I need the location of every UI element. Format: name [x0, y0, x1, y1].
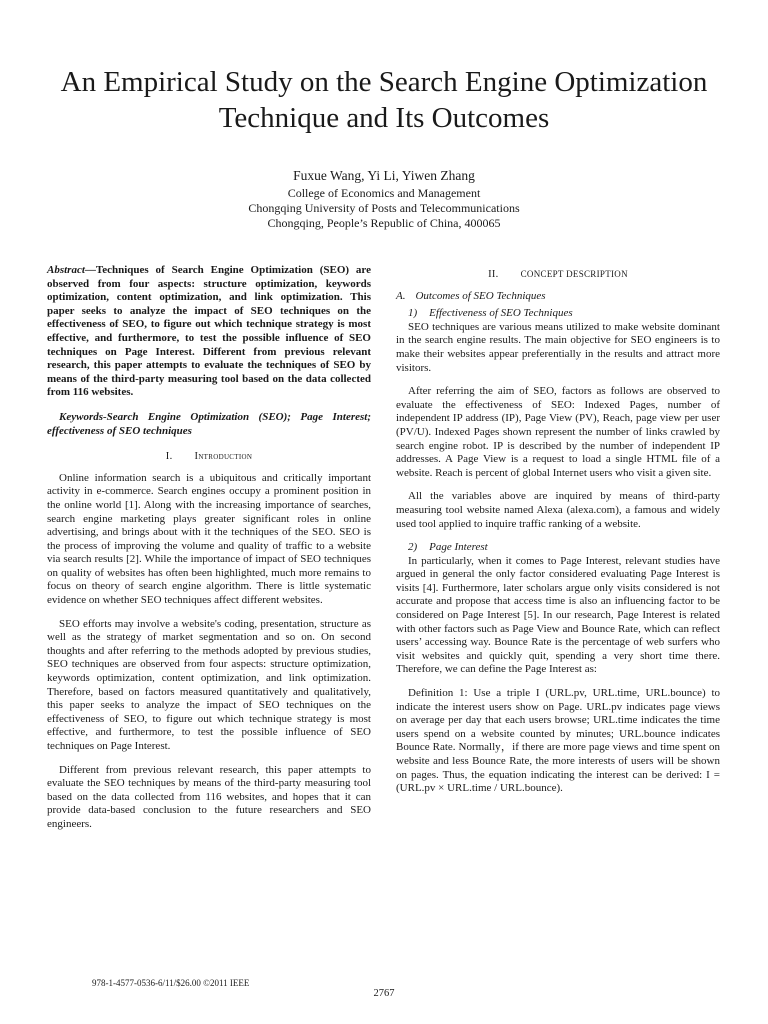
- right-column: [396, 264, 720, 806]
- affiliation-line: Chongqing, People’s Republic of China, 400065: [267, 216, 501, 230]
- subsubsection-heading: [408, 541, 720, 555]
- subsubsection-number: 1): [408, 307, 418, 320]
- subsection-heading: [396, 290, 720, 304]
- subsubsection-number: 2): [408, 541, 418, 554]
- author-affiliation: [0, 186, 768, 231]
- section-title: Introduction: [194, 451, 253, 463]
- paragraph: Different from previous relevant research, this paper attempts to evaluate the SEO techniques by means of the third-party measuring tool based on the data collected from 116 websites, and hopes that it can provide data-based conclusion to the future researchers and SEO engineers.: [47, 763, 371, 830]
- paragraph: Definition 1: Use a triple I (URL.pv, URL.time, URL.bounce) to indicate the interest users show on Page. URL.pv indicates page views on average per day that each users browse; URL.time indicates the time users spend on a website counted by minutes; URL.bounce indicates Bounce Rate. Normally，if there are more page views and time spent on website and less Bounce Rate, the more interests of users will be shown on pages. Thus, the equation indicating the interest can be derived: I = (URL.pv × URL.time / URL.bounce).: [396, 687, 720, 795]
- subsubsection-title: Page Interest: [429, 541, 488, 554]
- left-column: [47, 264, 371, 842]
- section-title: CONCEPT DESCRIPTION: [520, 269, 628, 279]
- affiliation-line: Chongqing University of Posts and Telecommunications: [248, 201, 520, 215]
- affiliation-line: College of Economics and Management: [287, 186, 481, 200]
- subsection-number: A.: [396, 289, 406, 302]
- abstract-text: —Techniques of Search Engine Optimization (SEO) are observed from four aspects: structure optimization, keywords optimization, content optimization, and link optimization. This paper seeks to analyze the impact of SEO techniques on the effectiveness of SEO, to figure out which technique strategy is most effective, and furthermore, to test the possible influence of SEO techniques on Page Interest. Different from previous relevant research, this paper attempts to evaluate the techniques of SEO by means of the third-party measuring tool based on the data collected from 116 websites.: [47, 264, 371, 399]
- copyright-notice: 978-1-4577-0536-6/11/$26.00 ©2011 IEEE: [92, 978, 250, 988]
- paragraph: SEO efforts may involve a website's coding, presentation, structure as well as the strategy of market segmentation and so on. On second thoughts and after referring to the methods adopted by previous studies, SEO techniques are observed from four aspects: structure optimization, keywords optimization, content optimization, and link optimization. Therefore, based on factors measured quantitatively and qualitatively, this paper seeks to analyze the impact of SEO techniques on the effectiveness of SEO, to figure out which technique strategy is most effective, and furthermore, to test the possible influence of SEO techniques on Page Interest.: [47, 617, 371, 752]
- paper-title: An Empirical Study on the Search Engine Optimization Technique and Its Outcomes: [60, 66, 708, 134]
- section-number: II.: [488, 269, 499, 280]
- keywords: Keywords-Search Engine Optimization (SEO); Page Interest; effectiveness of SEO techniques: [47, 410, 371, 437]
- paragraph: In particularly, when it comes to Page Interest, relevant studies have argued in general the only factor considered evaluating Page Interest is visits [4]. Furthermore, later scholars argue only visits considered is not accurate and propose that access time is also an influencing factor to be considered on Page Interest [5]. In our research, Page Interest is related with other factors such as Page View and Bounce Rate, which can reflect users’ accessing way. Bounce Rate is the percentage of web surfers who visit websites and quickly quit, spending a very short time there. Therefore, we can define the Page Interest as:: [396, 554, 720, 676]
- subsubsection-heading: [408, 307, 720, 321]
- paper-authors: Fuxue Wang, Yi Li, Yiwen Zhang: [293, 168, 475, 183]
- paragraph: All the variables above are inquired by means of third-party measuring tool website named Alexa (alexa.com), a famous and widely used tool applied to inquire traffic ranking of a website.: [396, 490, 720, 530]
- abstract: [47, 264, 371, 400]
- section-heading-introduction: [47, 450, 371, 464]
- abstract-lead: Abstract: [47, 264, 85, 276]
- paragraph: SEO techniques are various means utilized to make website dominant in the search engine results. The main objective for SEO engineers is to make their websites appear preferentially in the results and attract more visitors.: [396, 320, 720, 374]
- section-number: I.: [165, 451, 173, 463]
- page-number: 2767: [373, 988, 395, 999]
- subsubsection-title: Effectiveness of SEO Techniques: [429, 307, 573, 320]
- section-heading-concept: [396, 268, 720, 282]
- subsection-title: Outcomes of SEO Techniques: [415, 289, 546, 302]
- paragraph: After referring the aim of SEO, factors as follows are observed to evaluate the effectiveness of SEO: Indexed Pages, number of independent IP address (IP), Page View (PV), Reach, page view per user (PV/U). Indexed Pages shown represent the number of links crawled by search engine robot. IP is described by the number of independent IP addresses. A Page View is a request to load a single HTML file of a website. Reach is percent of global Internet users who visit a given site.: [396, 385, 720, 479]
- paragraph: Online information search is a ubiquitous and critically important activity in e-commerce. Search engines occupy a prominent position in the online world [1]. Along with the increasing importance of searches, search engine marketing plays greater significant roles in online advertising, and brings about with it the techniques of the SEO. SEO is the process of improving the volume and quality of traffic to a website via search results [2]. While the importance of impact of SEO techniques on quality of websites has often been highlighted, much more remains to focus on theory of search engine algorithm. There is little systematic evidence on whether SEO techniques affect different websites.: [47, 471, 371, 607]
